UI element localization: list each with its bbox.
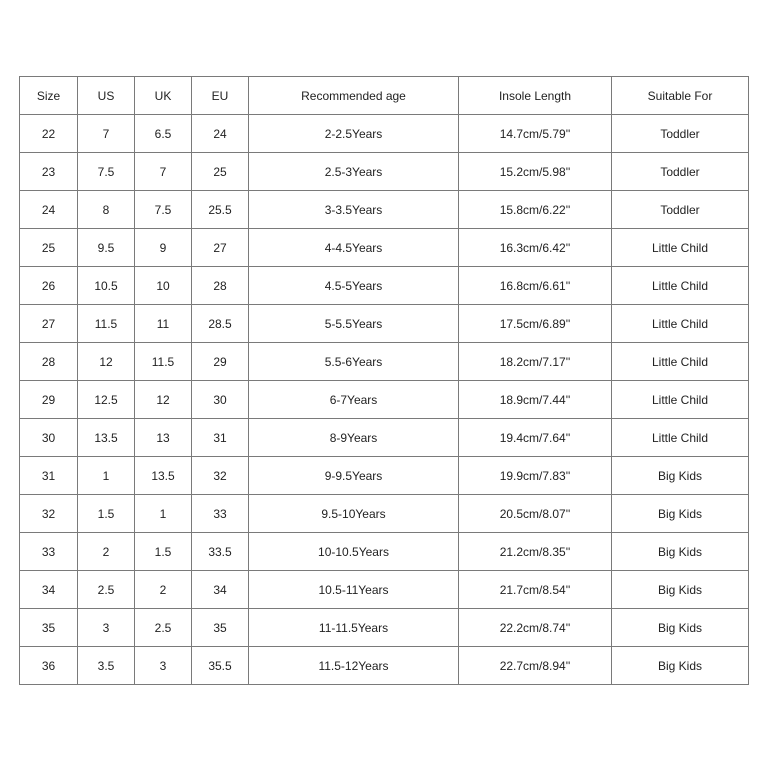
cell-recommended-age: 2.5-3Years [249,153,459,191]
cell-us: 7 [78,115,135,153]
cell-recommended-age: 4-4.5Years [249,229,459,267]
cell-insole-length: 22.7cm/8.94'' [459,647,612,685]
cell-us: 2.5 [78,571,135,609]
cell-recommended-age: 9.5-10Years [249,495,459,533]
cell-recommended-age: 8-9Years [249,419,459,457]
cell-uk: 10 [135,267,192,305]
cell-suitable-for: Big Kids [612,609,749,647]
cell-size: 30 [20,419,78,457]
cell-eu: 33.5 [192,533,249,571]
cell-insole-length: 21.7cm/8.54'' [459,571,612,609]
cell-suitable-for: Little Child [612,305,749,343]
table-row [20,381,749,419]
cell-size: 34 [20,571,78,609]
cell-uk: 7 [135,153,192,191]
cell-suitable-for: Big Kids [612,457,749,495]
cell-suitable-for: Toddler [612,191,749,229]
cell-size: 23 [20,153,78,191]
cell-us: 12 [78,343,135,381]
cell-uk: 2 [135,571,192,609]
cell-eu: 28.5 [192,305,249,343]
cell-eu: 34 [192,571,249,609]
cell-suitable-for: Little Child [612,343,749,381]
cell-eu: 29 [192,343,249,381]
cell-recommended-age: 3-3.5Years [249,191,459,229]
cell-us: 11.5 [78,305,135,343]
cell-insole-length: 18.2cm/7.17'' [459,343,612,381]
cell-size: 32 [20,495,78,533]
cell-suitable-for: Little Child [612,381,749,419]
table-row [20,229,749,267]
header-insole-length: Insole Length [459,77,612,115]
cell-uk: 1 [135,495,192,533]
table-row [20,305,749,343]
cell-uk: 6.5 [135,115,192,153]
cell-uk: 11 [135,305,192,343]
cell-recommended-age: 5-5.5Years [249,305,459,343]
cell-recommended-age: 4.5-5Years [249,267,459,305]
cell-recommended-age: 10.5-11Years [249,571,459,609]
cell-size: 27 [20,305,78,343]
cell-insole-length: 19.4cm/7.64'' [459,419,612,457]
header-suitable-for: Suitable For [612,77,749,115]
cell-size: 28 [20,343,78,381]
cell-suitable-for: Big Kids [612,495,749,533]
cell-eu: 25.5 [192,191,249,229]
table-row [20,419,749,457]
cell-insole-length: 14.7cm/5.79'' [459,115,612,153]
table-row [20,571,749,609]
cell-us: 3.5 [78,647,135,685]
cell-recommended-age: 11-11.5Years [249,609,459,647]
cell-recommended-age: 11.5-12Years [249,647,459,685]
cell-uk: 7.5 [135,191,192,229]
cell-suitable-for: Big Kids [612,571,749,609]
table-row [20,495,749,533]
table-row [20,153,749,191]
cell-suitable-for: Big Kids [612,647,749,685]
cell-eu: 27 [192,229,249,267]
cell-eu: 28 [192,267,249,305]
table-row [20,647,749,685]
cell-suitable-for: Toddler [612,153,749,191]
cell-eu: 32 [192,457,249,495]
cell-insole-length: 17.5cm/6.89'' [459,305,612,343]
header-uk: UK [135,77,192,115]
cell-eu: 24 [192,115,249,153]
cell-size: 35 [20,609,78,647]
cell-eu: 35 [192,609,249,647]
cell-uk: 11.5 [135,343,192,381]
cell-insole-length: 21.2cm/8.35'' [459,533,612,571]
cell-uk: 3 [135,647,192,685]
cell-size: 33 [20,533,78,571]
cell-size: 29 [20,381,78,419]
cell-insole-length: 16.8cm/6.61'' [459,267,612,305]
cell-insole-length: 20.5cm/8.07'' [459,495,612,533]
cell-insole-length: 22.2cm/8.74'' [459,609,612,647]
cell-us: 2 [78,533,135,571]
cell-eu: 31 [192,419,249,457]
cell-size: 36 [20,647,78,685]
cell-size: 22 [20,115,78,153]
cell-insole-length: 15.2cm/5.98'' [459,153,612,191]
cell-uk: 12 [135,381,192,419]
cell-uk: 13.5 [135,457,192,495]
cell-us: 8 [78,191,135,229]
cell-size: 24 [20,191,78,229]
table-row [20,191,749,229]
table-row [20,343,749,381]
header-eu: EU [192,77,249,115]
cell-size: 31 [20,457,78,495]
cell-us: 13.5 [78,419,135,457]
cell-us: 1 [78,457,135,495]
cell-suitable-for: Little Child [612,229,749,267]
cell-us: 7.5 [78,153,135,191]
cell-size: 26 [20,267,78,305]
size-chart-table [19,76,749,685]
cell-uk: 1.5 [135,533,192,571]
table-row [20,115,749,153]
cell-insole-length: 18.9cm/7.44'' [459,381,612,419]
cell-eu: 25 [192,153,249,191]
size-chart-container [19,76,749,685]
cell-us: 12.5 [78,381,135,419]
cell-eu: 33 [192,495,249,533]
table-row [20,533,749,571]
cell-recommended-age: 2-2.5Years [249,115,459,153]
table-row [20,267,749,305]
cell-uk: 13 [135,419,192,457]
cell-us: 9.5 [78,229,135,267]
cell-recommended-age: 9-9.5Years [249,457,459,495]
cell-insole-length: 19.9cm/7.83'' [459,457,612,495]
table-row [20,457,749,495]
cell-recommended-age: 5.5-6Years [249,343,459,381]
cell-eu: 35.5 [192,647,249,685]
cell-size: 25 [20,229,78,267]
header-size: Size [20,77,78,115]
cell-eu: 30 [192,381,249,419]
cell-insole-length: 15.8cm/6.22'' [459,191,612,229]
cell-suitable-for: Little Child [612,419,749,457]
cell-recommended-age: 10-10.5Years [249,533,459,571]
cell-recommended-age: 6-7Years [249,381,459,419]
header-row [20,77,749,115]
cell-suitable-for: Big Kids [612,533,749,571]
header-recommended-age: Recommended age [249,77,459,115]
cell-us: 1.5 [78,495,135,533]
cell-suitable-for: Toddler [612,115,749,153]
table-body [20,115,749,685]
table-row [20,609,749,647]
cell-uk: 9 [135,229,192,267]
cell-insole-length: 16.3cm/6.42'' [459,229,612,267]
header-us: US [78,77,135,115]
cell-uk: 2.5 [135,609,192,647]
cell-suitable-for: Little Child [612,267,749,305]
cell-us: 10.5 [78,267,135,305]
cell-us: 3 [78,609,135,647]
